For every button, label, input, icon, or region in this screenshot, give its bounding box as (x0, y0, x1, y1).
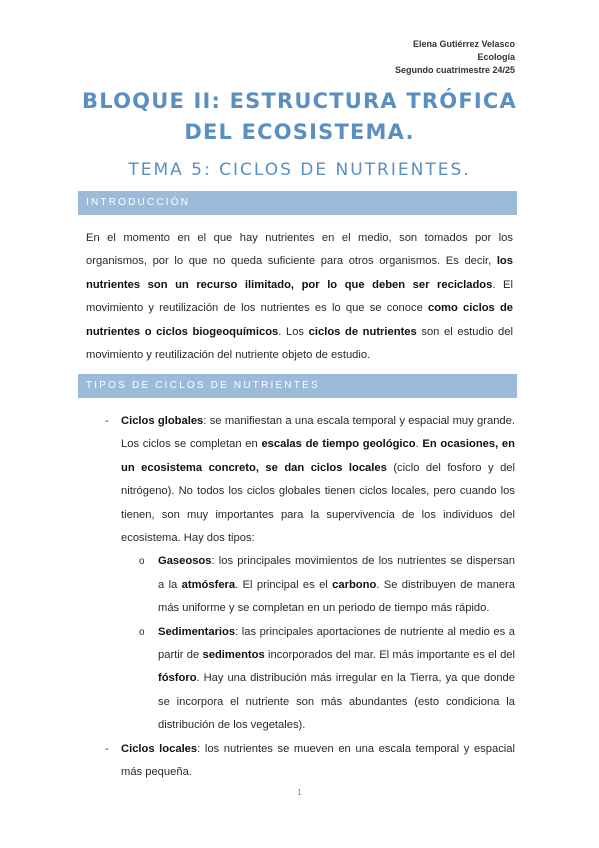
intro-bold-1: los nutrientes son un recurso ilimitado, por lo que deben ser reciclados (86, 255, 513, 291)
intro-text-2: . El movimiento y reutilización de los nutrientes es lo que se conoce (86, 278, 513, 315)
gaseous-text-3: . Se distribuyen de manera más uniforme y se completan en un periodo de tiempo más rápido. (158, 578, 515, 615)
sedimentary-text-1: : las principales aportaciones de nutriente al medio es a partir de (158, 625, 515, 662)
section-heading-introduction: INTRODUCCIÓN (78, 191, 517, 215)
subject-name: Ecología (477, 52, 515, 62)
intro-text-3: . Los (278, 325, 309, 338)
sedimentary-text-3: . Hay una distribución más irregular en la Tierra, ya que donde se incorpora el nutriente son más abundantes (esto condiciona la distribución de los vegetales). (158, 672, 515, 732)
section-heading-nutrient-cycle-types: TIPOS DE CICLOS DE NUTRIENTES (78, 374, 517, 398)
list-item-local-cycles (86, 738, 515, 785)
document-title: BLOQUE II: ESTRUCTURA TRÓFICA DEL ECOSISTEMA. (82, 89, 517, 144)
gaseous-bold-2: atmósfera (181, 578, 236, 591)
intro-text-1: En el momento en el que hay nutrientes en el medio, son tomados por los organismos, por lo que no queda suficiente para otros organismos. Es decir, (86, 232, 513, 268)
list-item-sedimentary (86, 621, 515, 738)
sedimentary-term: Sedimentarios (158, 625, 236, 638)
gaseous-term: Gaseosos (158, 555, 212, 568)
intro-bold-3: ciclos de nutrientes (308, 325, 417, 338)
list-item-gaseous (86, 550, 515, 620)
circle-bullet: o (139, 626, 145, 638)
intro-paragraph (86, 227, 513, 367)
gaseous-text-2: . El principal es el (235, 578, 333, 591)
global-bold-3: En ocasiones, en un ecosistema concreto, se dan ciclos locales (121, 438, 515, 474)
intro-bold-2: como ciclos de nutrientes o ciclos biogeoquímicos (86, 302, 514, 338)
page-number: 1 (297, 788, 302, 797)
document-header-meta (395, 38, 515, 77)
sedimentary-text-2: incorporados del mar. El más importante es el del (264, 649, 516, 662)
document-subtitle: TEMA 5: CICLOS DE NUTRIENTES. (128, 160, 471, 180)
dash-bullet: - (105, 742, 109, 755)
global-text-2: . (415, 438, 423, 451)
dash-bullet: - (105, 415, 109, 427)
intro-text-4: son el estudio del movimiento y reutilización del nutriente objeto de estudio. (86, 325, 513, 362)
list-item-global-cycles (86, 410, 515, 550)
cycle-types-list (86, 410, 515, 785)
sedimentary-bold-3: fósforo (158, 672, 197, 685)
global-bold-2: escalas de tiempo geológico (261, 438, 416, 451)
gaseous-text-1: : los principales movimientos de los nutrientes se dispersan a la (158, 555, 515, 591)
global-text-1: : se manifiestan a una escala temporal y espacial muy grande. Los ciclos se completan en (121, 415, 515, 451)
gaseous-bold-3: carbono (332, 578, 377, 591)
term-label: Segundo cuatrimestre 24/25 (394, 65, 515, 75)
global-text-3: (ciclo del fosforo y del nitrógeno). No todos los ciclos globales tienen ciclos locales, pero cuando los tienen, son muy importantes para la supervivencia de los individuos del ecosistema. Hay dos tipos: (121, 461, 515, 545)
local-term: Ciclos locales (121, 742, 198, 755)
circle-bullet: o (139, 556, 145, 568)
sedimentary-bold-2: sedimentos (202, 649, 265, 662)
global-term: Ciclos globales (121, 415, 204, 427)
local-text-1: : los nutrientes se mueven en una escala temporal y espacial más pequeña. (121, 742, 515, 779)
author-name: Elena Gutiérrez Velasco (412, 39, 515, 49)
